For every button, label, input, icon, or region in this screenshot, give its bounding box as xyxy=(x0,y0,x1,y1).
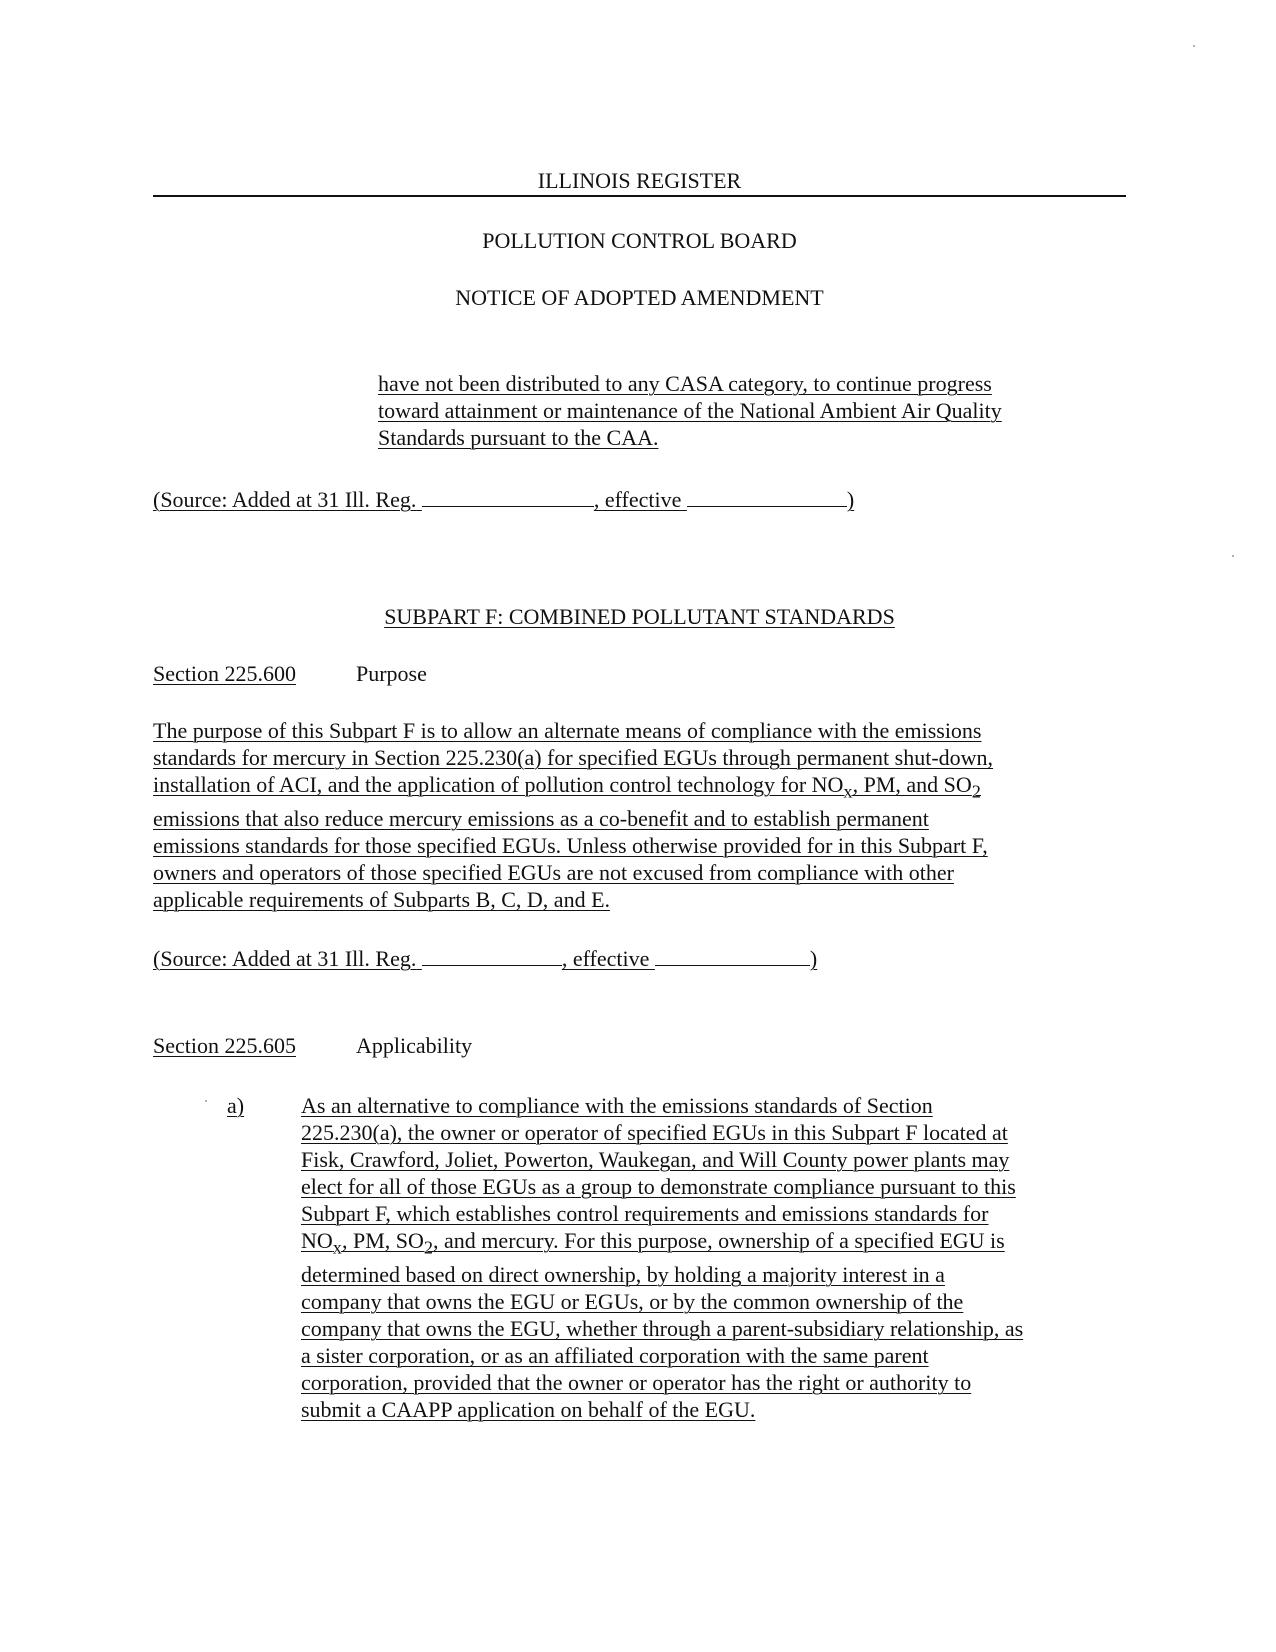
item-line: corporation, provided that the owner or operator has the right or authority to xyxy=(301,1370,972,1396)
item-line: determined based on direct ownership, by holding a majority interest in a xyxy=(301,1262,945,1288)
continuation-line: Standards pursuant to the CAA. xyxy=(378,425,659,450)
purpose-line: emissions standards for those specified EGUs. Unless otherwise provided for in this Subpart F, xyxy=(153,833,988,859)
purpose-line xyxy=(153,771,993,805)
source-suffix: ) xyxy=(846,487,855,512)
source-note xyxy=(153,946,817,972)
item-line: 225.230(a), the owner or operator of specified EGUs in this Subpart F located at xyxy=(301,1120,1008,1145)
purpose-line: emissions that also reduce mercury emissions as a co-benefit and to establish permanent xyxy=(153,806,929,832)
continuation-paragraph xyxy=(378,370,1002,451)
scan-speck xyxy=(1193,45,1195,47)
item-text: , and mercury. For this purpose, ownership of a specified EGU is xyxy=(433,1228,1005,1253)
notice-title: NOTICE OF ADOPTED AMENDMENT xyxy=(455,285,824,310)
agency-name: POLLUTION CONTROL BOARD xyxy=(482,228,797,253)
item-line: Fisk, Crawford, Joliet, Powerton, Waukegan, and Will County power plants may xyxy=(301,1147,1010,1172)
item-line: a sister corporation, or as an affiliated corporation with the same parent xyxy=(301,1343,929,1369)
source-note xyxy=(153,487,854,513)
source-effective: , effective xyxy=(561,946,650,971)
subscript: 2 xyxy=(971,781,981,802)
section-heading-605 xyxy=(153,1033,472,1059)
item-line: As an alternative to compliance with the emissions standards of Section xyxy=(301,1093,933,1118)
section-title: Applicability xyxy=(356,1033,473,1058)
purpose-text: installation of ACI, and the application of pollution control technology for NO xyxy=(153,772,844,797)
item-line: Subpart F, which establishes control requirements and emissions standards for xyxy=(301,1201,989,1226)
scan-speck xyxy=(205,1100,207,1102)
purpose-line: standards for mercury in Section 225.230(a) for specified EGUs through permanent shut-down, xyxy=(153,745,994,770)
purpose-text: , PM, and SO xyxy=(852,772,972,797)
item-line: elect for all of those EGUs as a group to demonstrate compliance pursuant to this xyxy=(301,1174,1016,1199)
source-prefix: (Source: Added at 31 Ill. Reg. xyxy=(153,946,417,971)
item-line: company that owns the EGU, whether through a parent-subsidiary relationship, as xyxy=(301,1316,1024,1342)
register-title: ILLINOIS REGISTER xyxy=(537,168,742,193)
continuation-line: have not been distributed to any CASA category, to continue progress xyxy=(378,371,992,396)
source-prefix: (Source: Added at 31 Ill. Reg. xyxy=(153,487,417,512)
item-text: NO xyxy=(301,1228,333,1253)
item-label: a) xyxy=(227,1093,245,1118)
item-a-paragraph xyxy=(301,1092,1023,1423)
source-effective: , effective xyxy=(593,487,682,512)
purpose-line: owners and operators of those specified EGUs are not excused from compliance with other xyxy=(153,860,954,886)
item-line: company that owns the EGU or EGUs, or by the common ownership of the xyxy=(301,1289,964,1315)
purpose-line: applicable requirements of Subparts B, C, D, and E. xyxy=(153,887,611,913)
source-blank xyxy=(655,964,810,966)
section-heading-600 xyxy=(153,661,427,687)
section-title: Purpose xyxy=(356,661,427,686)
header-rule xyxy=(153,195,1126,197)
purpose-paragraph xyxy=(153,717,993,913)
section-number: Section 225.600 xyxy=(153,661,296,686)
subscript: x xyxy=(843,781,853,802)
subscript: 2 xyxy=(423,1237,434,1258)
subpart-heading: SUBPART F: COMBINED POLLUTANT STANDARDS xyxy=(384,604,895,629)
scan-speck xyxy=(1232,555,1234,557)
source-suffix: ) xyxy=(809,946,818,971)
item-line xyxy=(301,1227,1023,1261)
section-number: Section 225.605 xyxy=(153,1033,296,1058)
source-blank xyxy=(687,505,847,507)
item-text: , PM, SO xyxy=(341,1228,424,1253)
source-blank xyxy=(422,505,594,507)
purpose-line: The purpose of this Subpart F is to allow an alternate means of compliance with the emissions xyxy=(153,718,982,743)
subscript: x xyxy=(332,1237,342,1258)
continuation-line: toward attainment or maintenance of the National Ambient Air Quality xyxy=(378,398,1002,423)
item-line: submit a CAAPP application on behalf of the EGU. xyxy=(301,1397,756,1423)
source-blank xyxy=(422,964,562,966)
